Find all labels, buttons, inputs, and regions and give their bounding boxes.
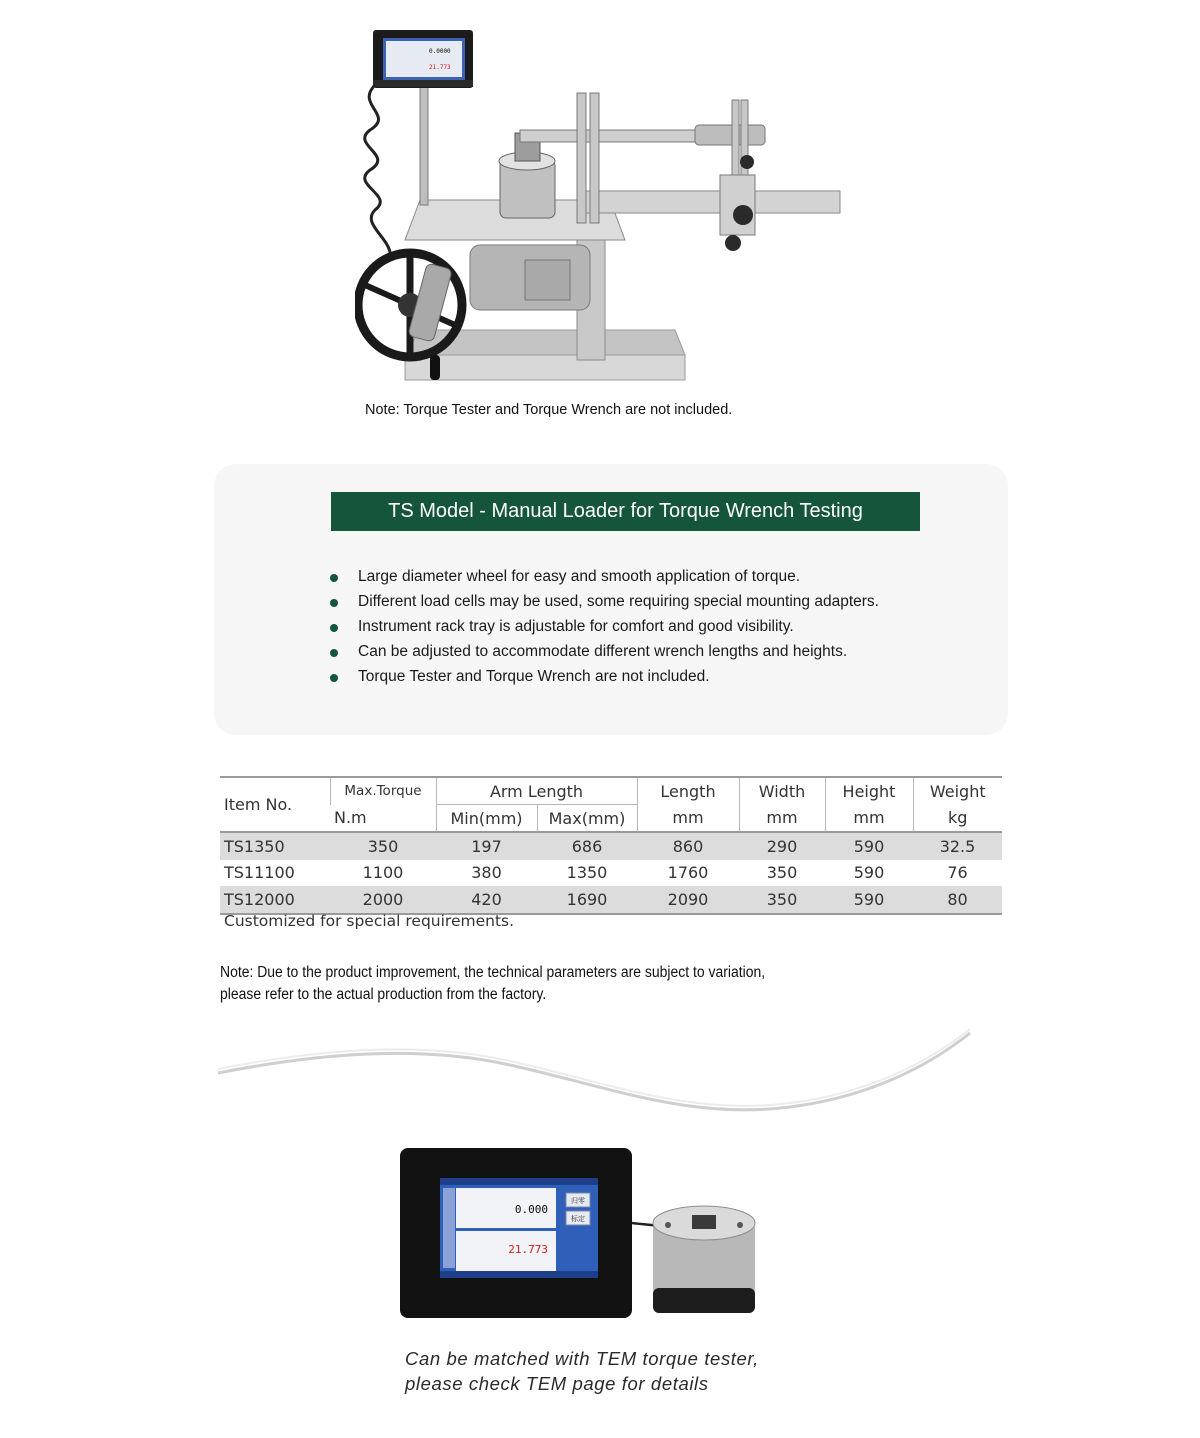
header-arm-min: Min(mm) [436,805,537,833]
list-item: Different load cells may be used, some requiring special mounting adapters. [330,592,879,617]
list-item: Torque Tester and Torque Wrench are not included. [330,667,879,692]
tester-value-realtime: 0.000 [514,1203,548,1216]
table-row: TS1350 350 197 686 860 290 590 32.5 [220,832,1002,860]
header-length: Length [637,777,739,805]
bullet-icon [330,649,338,657]
tem-caption: Can be matched with TEM torque tester, please check TEM page for details [405,1348,759,1394]
header-height: Height [825,777,913,805]
tester-zero-button: 归零 [571,1197,585,1205]
torque-loader-product-image [355,25,855,390]
bullet-icon [330,599,338,607]
note-not-included-top: Note: Torque Tester and Torque Wrench are not included. [365,402,733,418]
spec-table [220,776,1002,915]
list-item: Can be adjusted to accommodate different wrench lengths and heights. [330,642,879,667]
header-max-torque-unit: N.m [334,808,367,828]
tester-value-peak: 21.773 [508,1243,548,1256]
wave-divider [210,1025,990,1125]
table-row: TS12000 2000 420 1690 2090 350 590 80 [220,886,1002,914]
header-arm-max: Max(mm) [537,805,637,833]
bullet-icon [330,574,338,582]
list-item: Large diameter wheel for easy and smooth application of torque. [330,567,879,592]
feature-card [214,464,1008,735]
header-arm-length: Arm Length [436,777,637,805]
feature-list [330,567,879,692]
header-weight: Weight [913,777,1002,805]
header-height-unit: mm [825,805,913,833]
header-width: Width [739,777,825,805]
header-item-no: Item No. [220,777,330,832]
bullet-icon [330,624,338,632]
list-item: Instrument rack tray is adjustable for comfort and good visibility. [330,617,879,642]
card-title: TS Model - Manual Loader for Torque Wrench Testing [331,492,920,531]
note-product-improvement: Note: Due to the product improvement, the technical parameters are subject to variation, please refer to the actual production from the factory. [220,964,766,1003]
header-length-unit: mm [637,805,739,833]
hero-screen-value: 0.0000 [429,48,451,55]
table-footnote: Customized for special requirements. [224,912,515,930]
hero-screen-value2: 21.773 [429,64,451,71]
tester-calibrate-button: 标定 [571,1215,585,1223]
header-weight-unit: kg [913,805,1002,833]
table-row: TS11100 1100 380 1350 1760 350 590 76 [224,863,968,883]
tem-torque-tester-image [398,1143,768,1323]
header-width-unit: mm [739,805,825,833]
bullet-icon [330,674,338,682]
header-max-torque: Max.Torque [330,777,436,805]
